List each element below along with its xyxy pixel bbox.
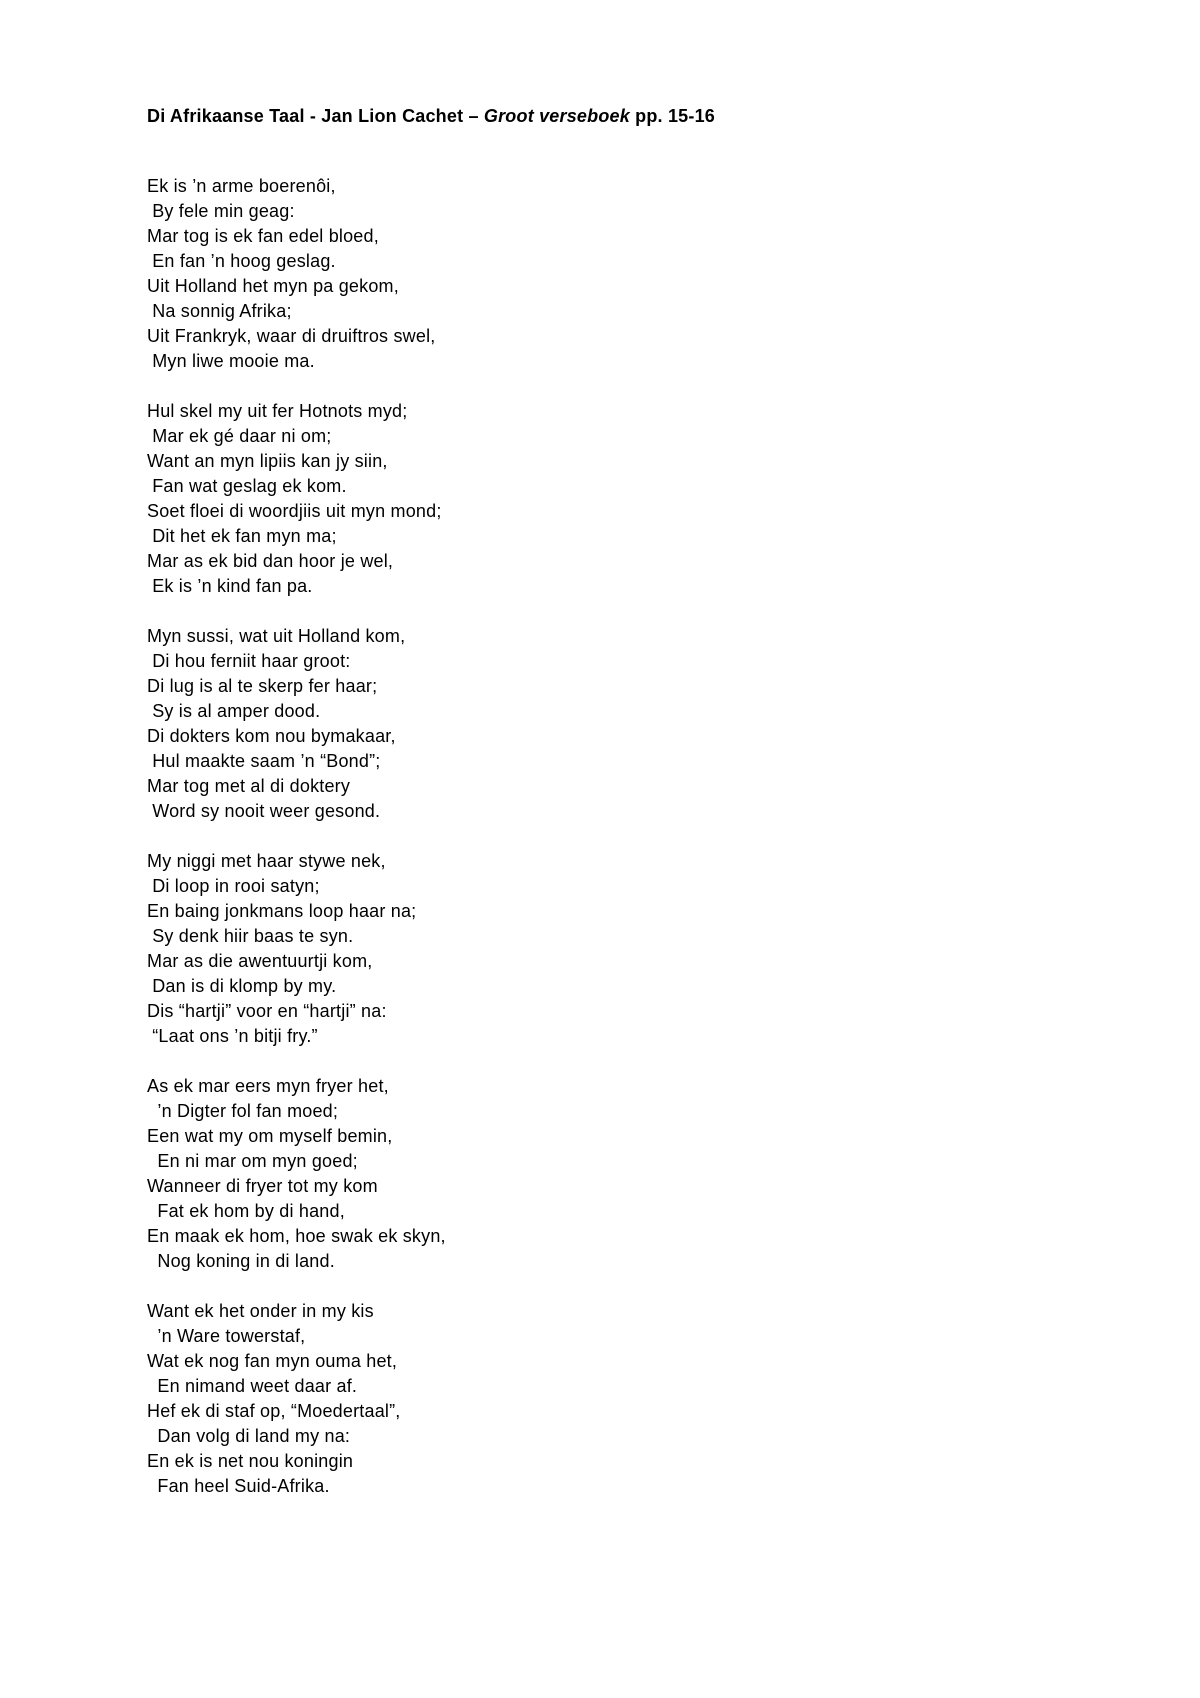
poem-line: Sy is al amper dood.	[147, 701, 321, 721]
poem-line: ’n Digter fol fan moed;	[147, 1101, 339, 1121]
poem-line: Mar tog met al di doktery	[147, 776, 351, 796]
poem-line: Ek is ’n kind fan pa.	[147, 576, 313, 596]
poem-line: Fat ek hom by di hand,	[147, 1201, 345, 1221]
poem-line: As ek mar eers myn fryer het,	[147, 1076, 389, 1096]
poem-line: ’n Ware towerstaf,	[147, 1326, 306, 1346]
poem-line: Want ek het onder in my kis	[147, 1301, 374, 1321]
poem-line: My niggi met haar stywe nek,	[147, 851, 386, 871]
poem-line: Een wat my om myself bemin,	[147, 1126, 393, 1146]
poem-line: Di hou ferniit haar groot:	[147, 651, 351, 671]
poem-line: Mar tog is ek fan edel bloed,	[147, 226, 379, 246]
poem-line: En fan ’n hoog geslag.	[147, 251, 336, 271]
poem-line: By fele min geag:	[147, 201, 295, 221]
poem-line: Sy denk hiir baas te syn.	[147, 926, 354, 946]
poem-line: En ek is net nou koningin	[147, 1451, 354, 1471]
poem-line: Hul skel my uit fer Hotnots myd;	[147, 401, 408, 421]
poem-line: En maak ek hom, hoe swak ek skyn,	[147, 1226, 446, 1246]
title-book: Groot verseboek	[483, 106, 630, 126]
poem-line: Uit Holland het myn pa gekom,	[147, 276, 399, 296]
poem-line: Want an myn lipiis kan jy siin,	[147, 451, 388, 471]
poem-line: Dan is di klomp by my.	[147, 976, 337, 996]
document-title	[147, 106, 715, 127]
poem-line: Hef ek di staf op, “Moedertaal”,	[147, 1401, 401, 1421]
poem-line: Hul maakte saam ’n “Bond”;	[147, 751, 381, 771]
poem-line: Fan wat geslag ek kom.	[147, 476, 347, 496]
title-suffix: pp. 15-16	[629, 106, 715, 126]
poem-line: Nog koning in di land.	[147, 1251, 335, 1271]
poem-line: Mar as ek bid dan hoor je wel,	[147, 551, 394, 571]
poem-line: Di dokters kom nou bymakaar,	[147, 726, 396, 746]
poem-line: En ni mar om myn goed;	[147, 1151, 358, 1171]
poem-line: Na sonnig Afrika;	[147, 301, 292, 321]
poem-line: Word sy nooit weer gesond.	[147, 801, 381, 821]
poem-line: Mar as die awentuurtji kom,	[147, 951, 373, 971]
poem-line: Soet floei di woordjiis uit myn mond;	[147, 501, 442, 521]
poem-line: Wanneer di fryer tot my kom	[147, 1176, 378, 1196]
poem-line: Di lug is al te skerp fer haar;	[147, 676, 378, 696]
poem-line: En baing jonkmans loop haar na;	[147, 901, 417, 921]
poem-line: Uit Frankryk, waar di druiftros swel,	[147, 326, 436, 346]
poem-line: Fan heel Suid-Afrika.	[147, 1476, 330, 1496]
poem-line: Dan volg di land my na:	[147, 1426, 351, 1446]
title-prefix: Di Afrikaanse Taal - Jan Lion Cachet –	[147, 106, 484, 126]
poem-line: Myn sussi, wat uit Holland kom,	[147, 626, 406, 646]
poem-line: Ek is ’n arme boerenôi,	[147, 176, 336, 196]
poem-line: Dit het ek fan myn ma;	[147, 526, 337, 546]
poem-line: En nimand weet daar af.	[147, 1376, 358, 1396]
poem-line: “Laat ons ’n bitji fry.”	[147, 1026, 318, 1046]
poem-line: Wat ek nog fan myn ouma het,	[147, 1351, 398, 1371]
poem-line: Di loop in rooi satyn;	[147, 876, 320, 896]
poem-line: Mar ek gé daar ni om;	[147, 426, 332, 446]
poem-line: Myn liwe mooie ma.	[147, 351, 315, 371]
poem-line: Dis “hartji” voor en “hartji” na:	[147, 1001, 387, 1021]
